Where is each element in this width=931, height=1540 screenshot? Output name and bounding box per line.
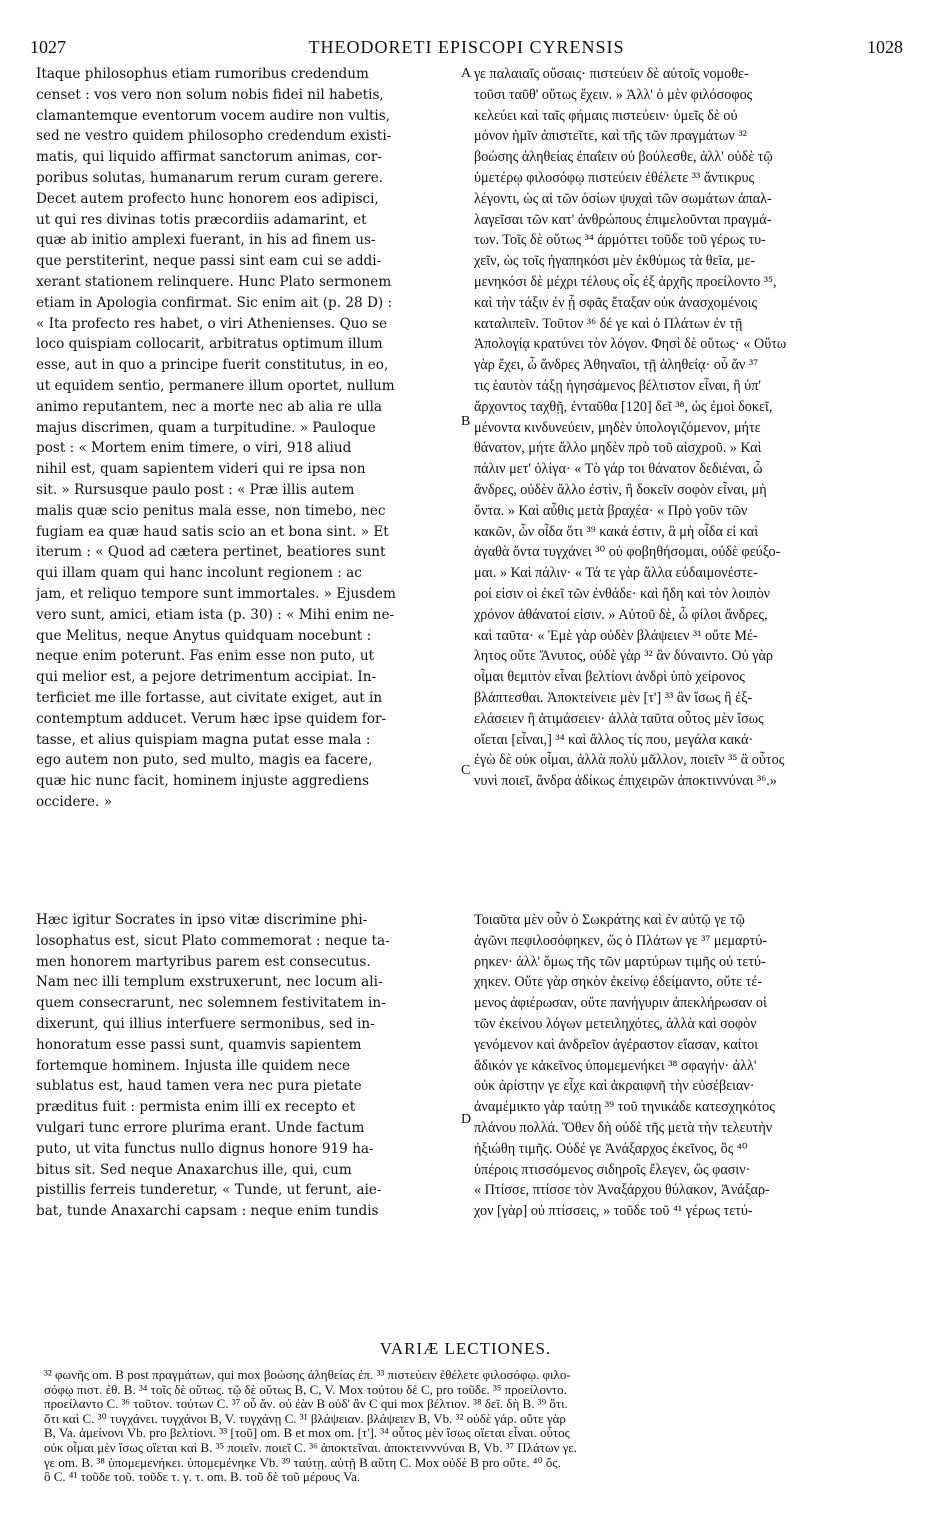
latin-text-line: poribus solutas, humanarum rerum curam gerere. [36,169,384,186]
greek-text-line: βοώσης ἀληθείας ἐπαΐειν οὐ βούλεσθε, ἀλλ' οὐδὲ τῷ [474,149,773,166]
greek-text-line: ἄδικόν γε κἀκεῖνος ὑπομεμενήκει ³⁸ σφαγήν· ἀλλ' [474,1057,757,1074]
latin-text-line: honoratum esse passi sunt, quamvis sapientem [36,1036,362,1053]
latin-text-line: animo reputantem, nec a morte nec ab alia re ulla [36,398,383,415]
greek-text-line: μαι. » Καὶ πάλιν· « Τά τε γὰρ ἄλλα εὐδαιμονέστε- [474,565,758,582]
greek-text-line: οὐκ ἀρίστην γε εἶχε καὶ ἀκραιφνῆ τὴν εὐσέβειαν· [474,1078,755,1095]
section-marker-b: B [461,414,471,429]
greek-text-line: χηκεν. Οὔτε γὰρ σηκὸν ἐκείνῳ ἐδείμαντο, οὔτε τέ- [474,974,763,991]
latin-text-line: « Ita profecto res habet, o viri Athenienses. Quo se [36,315,387,332]
latin-column-lower [36,910,456,1222]
variae-lectiones-heading: VARIÆ LECTIONES. [379,1339,552,1358]
greek-text-line: τοῦσι ταῦθ' οὕτως ἔχειν. » Ἀλλ' ὁ μὲν φιλόσοφος [474,86,753,103]
greek-text-line: ἀναμέμικτο γὰρ ταύτῃ ³⁹ τοῦ τηνικάδε κατεσχηκότος [474,1099,775,1116]
latin-text-line: puto, ut vita functus nullo dignus honore 919 ha- [36,1140,374,1157]
greek-column-lower [474,910,899,1222]
greek-text-line: τις ἑαυτὸν τάξῃ ἡγησάμενος βέλτιστον εἶναι, ἢ ὑπ' [474,377,761,394]
greek-text-line: γε παλαιαῖς οὔσαις· πιστεύειν δὲ αὐτοῖς νομοθε- [474,66,749,82]
greek-column-upper [474,64,899,792]
latin-text-line: xerant stationem relinquere. Hunc Plato sermonem [36,273,392,290]
latin-text-line: sit. » Rursusque paulo post : « Præ illis autem [36,481,355,498]
latin-text-line: jam, et reliquo tempore sunt immortales. » Ejusdem [36,585,396,602]
latin-text-line: vulgari tunc errore plurima erant. Unde factum [36,1119,365,1136]
latin-column-upper [36,64,456,813]
greek-text-line: μόνον ἡμῖν ἀπιστεῖτε, καὶ τῆς τῶν πραγμάτων ³² [474,128,747,145]
running-title: THEODORETI EPISCOPI CYRENSIS [308,36,625,57]
latin-text-line: que perstiterint, neque passi sint eam cui se addi- [36,253,382,270]
greek-text-line: λητος οὔτε Ἄνυτος, οὐδὲ γὰρ ³² ἂν δύναιντο. Οὐ γὰρ [474,648,773,665]
greek-text-line: των. Τοῖς δὲ οὕτως ³⁴ ἁρμόττει τοῦδε τοῦ γέρως τυ- [474,232,766,249]
footnote-line: προείλαντο C. ³⁶ τοῦτον. τούτων C. ³⁷ οὗ ἄν. οὐ ἐὰν B οὐδ' ἂν C qui mox βέλτιον. ³⁸ δεῖ. δὴ B. ³⁹ ὅτι. [44,1396,568,1412]
greek-text-line: μενος ἀφιέρωσαν, οὔτε πανήγυριν ἀπεκλήρωσαν οἱ [474,995,767,1012]
latin-text-line: quem consecrarunt, nec solemnem festivitatem in- [36,995,386,1012]
latin-text-line: qui melior est, a pejore detrimentum accipiat. In- [36,669,377,686]
latin-text-line: contemptum adducet. Verum hæc ipse quidem for- [36,710,387,727]
latin-text-line: post : « Mortem enim timere, o viri, 918 aliud [36,440,352,457]
greek-text-line: γὰρ ἔχει, ὦ ἄνδρες Ἀθηναῖοι, τῇ ἀληθείᾳ· οὗ ἄν ³⁷ [474,357,759,374]
right-page-number: 1028 [867,36,903,57]
latin-text-line: dixerunt, qui illius interfuere sermonibus, sed in- [36,1015,375,1032]
greek-text-line: κελεύει καὶ ταῖς φήμαις πιστεύειν· ὑμεῖς δὲ οὐ [474,107,738,124]
latin-text-line: quæ hic nunc facit, hominem injuste aggrediens [36,773,369,790]
latin-text-line: fugiam ea quæ haud satis scio an et bona sint. » Et [36,523,389,540]
latin-text-line: bitus sit. Sed neque Anaxarchus ille, qui, cum [36,1161,352,1178]
latin-text-line: ego autem non puto, sed multo, magis ea facere, [36,752,373,769]
footnote-line: ³² φωνῆς om. B post πραγμάτων, qui mox βοώσης ἀληθείας ἐπ. ³³ πιστεύειν ἐθέλετε φιλοσόφῳ. φιλο- [44,1368,571,1382]
latin-text-line: Itaque philosophus etiam rumoribus credendum [36,66,369,82]
greek-text-line: βλάπτεσθαι. Ἀποκτείνειε μὲν [τ'] ³³ ἂν ἴσως ἢ ἐξ- [474,689,753,706]
latin-text-line: terficiet me ille fortasse, aut civitate exiget, aut in [36,689,383,706]
footnote-line: B, Va. ἀμείνονι Vb. pro βελτίονι. ³³ [τοῦ] om. B et mox om. [τ']. ³⁴ οὗτος μὲν ἴσως οἴεται εἶναι. οὗτος [44,1425,570,1441]
greek-text-line: ὑπέροις πτισσόμενος σιδηροῖς ἔλεγεν, ὥς φασιν· [474,1161,751,1178]
latin-text-line: majus discrimen, quam a turpitudine. » Pauloque [36,419,376,436]
section-marker-c: C [461,763,471,778]
left-page-number: 1027 [30,36,66,57]
latin-text-line: esse, aut in quo a principe fuerit constitutus, in eo, [36,357,389,374]
greek-text-line: ἀγῶνι πεφιλοσόφηκεν, ὥς ὁ Πλάτων γε ³⁷ μεμαρτύ- [474,932,767,949]
latin-text-line: Nam nec illi templum exstruxerunt, nec locum ali- [36,974,383,991]
footnote-line: ὃ C. ⁴¹ τοῦδε τοῦ. τοῦδε τ. γ. τ. om. B. τοῦ δὲ τοῦ μέρους Va. [44,1469,361,1485]
greek-text-line: μενηκόσι δὲ μέχρι τέλους οἷς ἐξ ἀρχῆς προείλοντο ³⁵, [474,273,777,290]
greek-text-line: ἄρχοντος ταχθῇ, ἐνταῦθα [120] δεῖ ³⁸, ὡς ἐμοὶ δοκεῖ, [474,398,773,415]
greek-text-line: οἶμαι θεμιτὸν εἶναι βελτίονι ἀνδρὶ ὑπὸ χείρονος [474,669,745,686]
latin-text-line: sublatus est, haud tamen vera nec pura pietate [36,1078,362,1095]
section-marker-a: A [461,66,472,81]
greek-text-line: ἀγαθὰ ὄντα τυγχάνει ³⁰ οὐ φοβηθήσομαι, οὐδὲ φεύξο- [474,544,781,561]
greek-text-line: λαγεῖσαι τῶν κατ' ἀνθρώπους ἐπιμελοῦνται πραγμά- [474,211,772,228]
latin-text-line: Decet autem profecto hunc honorem eos adipisci, [36,190,379,207]
latin-text-line: malis quæ scio penitus mala esse, non timebo, nec [36,502,386,519]
latin-text-line: censet : vos vero non solum nobis fidei nil habetis, [36,86,384,103]
greek-text-line: ροί εἰσιν οἱ ἐκεῖ τῶν ἐνθάδε· καὶ ἤδη καὶ τὸν λοιπὸν [474,585,771,602]
latin-text-line: præditus fuit : permista enim illi ex recepto et [36,1099,356,1116]
greek-text-line: ρηκεν· ἀλλ' ὅμως τῆς τῶν μαρτύρων τιμῆς οὐ τετύ- [474,953,766,970]
greek-text-line: ὄντα. » Καὶ αὖθις μετὰ βραχέα· « Πρὸ γοῦν τῶν [474,502,748,519]
greek-text-line: χρόνον ἀθάνατοί εἰσιν. » Αὐτοῦ δὲ, ὦ φίλοι ἄνδρες, [474,606,768,623]
greek-text-line: Ἀπολογίᾳ κρατύνει τὸν λόγον. Φησὶ δὲ οὕτως· « Οὕτω [474,336,787,353]
latin-text-line: fortemque hominem. Injusta ille quidem nece [36,1057,351,1074]
greek-text-line: πλάνου πολλά. Ὅθεν δὴ οὐδὲ τῆς μετὰ τὴν τελευτὴν [474,1119,773,1136]
latin-text-line: bat, tunde Anaxarchi capsam : neque enim tundis [36,1203,379,1220]
footnotes [44,1368,894,1485]
greek-text-line: καταλιπεῖν. Τοῦτον ³⁶ δέ γε καὶ ὁ Πλάτων ἐν τῇ [474,315,743,332]
section-marker-d: D [461,1112,472,1127]
latin-text-line: qui illam quam qui hanc incolunt regionem : ac [36,565,362,582]
greek-text-line: μένοντα κινδυνεύειν, μηδὲν ὑπολογιζόμενον, μήτε [474,419,761,436]
latin-text-line: que Melitus, neque Anytus quidquam nocebunt : [36,627,372,644]
latin-text-line: iterum : « Quod ad cætera pertinet, beatiores sunt [36,544,386,561]
latin-text-line: etiam in Apologia confirmat. Sic enim ait (p. 28 D) : [36,294,393,311]
latin-text-line: ut equidem sentio, permanere illum oportet, nullum [36,377,395,394]
greek-text-line: καὶ τὴν τάξιν ἐν ᾗ σφᾶς ἔταξαν οὐκ ἀνασχομένοις [474,294,758,311]
greek-text-line: χον [γὰρ] οὐ πτίσσεις, » τοῦδε τοῦ ⁴¹ γέρως τετύ- [474,1203,753,1220]
greek-text-line: νυνὶ ποιεῖ, ἄνδρα ἀδίκως ἐπιχειρῶν ἀποκτιννύναι ³⁶.» [474,773,777,790]
latin-text-line: men honorem martyribus parem est consecutus. [36,953,371,970]
greek-text-line: πάλιν μετ' ὀλίγα· « Τὸ γάρ τοι θάνατον δεδιέναι, ὦ [474,461,763,478]
greek-text-line: Τοιαῦτα μὲν οὖν ὁ Σωκράτης καὶ ἐν αὐτῷ γε τῷ [474,912,745,928]
greek-text-line: « Πτίσσε, πτίσσε τὸν Ἀναξάρχου θύλακον, Ἀνάξαρ- [474,1182,770,1199]
latin-text-line: tasse, et alius quispiam magna putat esse mala : [36,731,371,748]
greek-text-line: ὑμετέρῳ φιλοσόφῳ πιστεύειν ἐθέλετε ³³ ἄντικρυς [474,169,755,186]
latin-text-line: nihil est, quam sapientem videri qui re ipsa non [36,461,366,478]
footnote-line: οὐκ οἶμαι μὲν ἴσως οἴεται καὶ B. ³⁵ ποιεῖν. ποιεῖ C. ³⁶ ἀποκτεῖναι. ἀποκτεινννύναι B, Vb. ³⁷ Πλάτων γε. [44,1439,577,1455]
latin-text-line: pistillis ferreis tunderetur, « Tunde, ut ferunt, aie- [36,1182,382,1199]
footnote-line: σόφῳ πιστ. ἐθ. B. ³⁴ τοῖς δὲ οὕτως. τῷ δὲ οὕτως B, C, V. Mox τούτου δὲ C, pro τοῦδε. ³⁵ προείλοντο. [44,1381,567,1397]
greek-text-line: τῶν ἐκείνου λόγων μετειληχότες, ἀλλὰ καὶ σοφὸν [474,1015,757,1032]
latin-text-line: matis, qui liquido affirmat sanctorum animas, cor- [36,149,382,166]
greek-text-line: ἄνδρες, οὐδὲν ἄλλο ἐστὶν, ἢ δοκεῖν σοφὸν εἶναι, μὴ [474,481,767,498]
greek-text-line: οἴεται [εἶναι,] ³⁴ καὶ ἄλλος τίς που, μεγάλα κακά· [474,731,754,748]
latin-text-line: quæ ab initio amplexi fuerant, in his ad finem us- [36,232,376,249]
greek-text-line: θάνατον, μήτε ἄλλο μηδὲν πρὸ τοῦ αἰσχροῦ. » Καὶ [474,440,762,457]
greek-text-line: γενόμενον καὶ ἀνδρεῖον ἀγέραστον εἴασαν, καίτοι [474,1036,759,1053]
footnote-line: γε om. B. ³⁸ ὑπομεμενήκει. ὑπομεμένηκε Vb. ³⁹ ταύτῃ. αὐτῇ B αὕτη C. Mox οὐδὲ B pro οὔτε. ⁴⁰ ὅς. [44,1454,561,1470]
latin-text-line: Hæc igitur Socrates in ipso vitæ discrimine phi- [36,912,368,928]
greek-text-line: ἠξιώθη τιμῆς. Οὐδέ γε Ἀνάξαρχος ἐκεῖνος, ὃς ⁴⁰ [474,1140,748,1157]
greek-text-line: χεῖν, ὡς τοῖς ἠγαπηκόσι μὲν ἐκθύμως τὰ θεῖα, με- [474,253,756,270]
latin-text-line: sed ne vestro quidem philosopho credendum existi- [36,128,392,145]
latin-text-line: loco quispiam collocarit, arbitratus optimum illum [36,336,383,353]
latin-text-line: occidere. » [36,793,113,810]
greek-text-line: κακῶν, ὧν οἶδα ὅτι ³⁹ κακά ἐστιν, ἃ μὴ οἶδα εἰ καὶ [474,523,759,540]
latin-text-line: losophatus est, sicut Plato commemorat : neque ta- [36,932,390,949]
greek-text-line: ελάσειεν ἢ ἀτιμάσειεν· ἀλλὰ ταῦτα οὗτος μὲν ἴσως [474,710,764,727]
footnote-line: ὅτι καὶ C. ³⁰ τυγχάνει. τυγχάνοι B, V. τυγχάνῃ C. ³¹ βλάψειαν. βλάψειεν B, Vb. ³² οὐδὲ γάρ. οὔτε γὰρ [44,1410,566,1426]
page-header [30,34,903,60]
latin-text-line: neque enim poterunt. Fas enim esse non puto, ut [36,648,375,665]
greek-text-line: ἐγὼ δὲ οὐκ οἶμαι, ἀλλὰ πολὺ μᾶλλον, ποιεῖν ³⁵ ἃ οὗτος [474,752,785,769]
latin-text-line: clamantemque eventorum vocem audire non vultis, [36,107,391,124]
greek-text-line: καὶ ταῦτα· « Ἐμὲ γὰρ οὐδὲν βλάψειεν ³¹ οὔτε Μέ- [474,627,758,644]
latin-text-line: ut qui res divinas totis præcordiis adamarint, et [36,211,367,228]
greek-text-line: λέγοντι, ὡς αἱ τῶν ὁσίων ψυχαὶ τῶν σωμάτων ἀπαλ- [474,190,772,207]
latin-text-line: vero sunt, amici, etiam ista (p. 30) : « Mihi enim ne- [36,606,395,623]
